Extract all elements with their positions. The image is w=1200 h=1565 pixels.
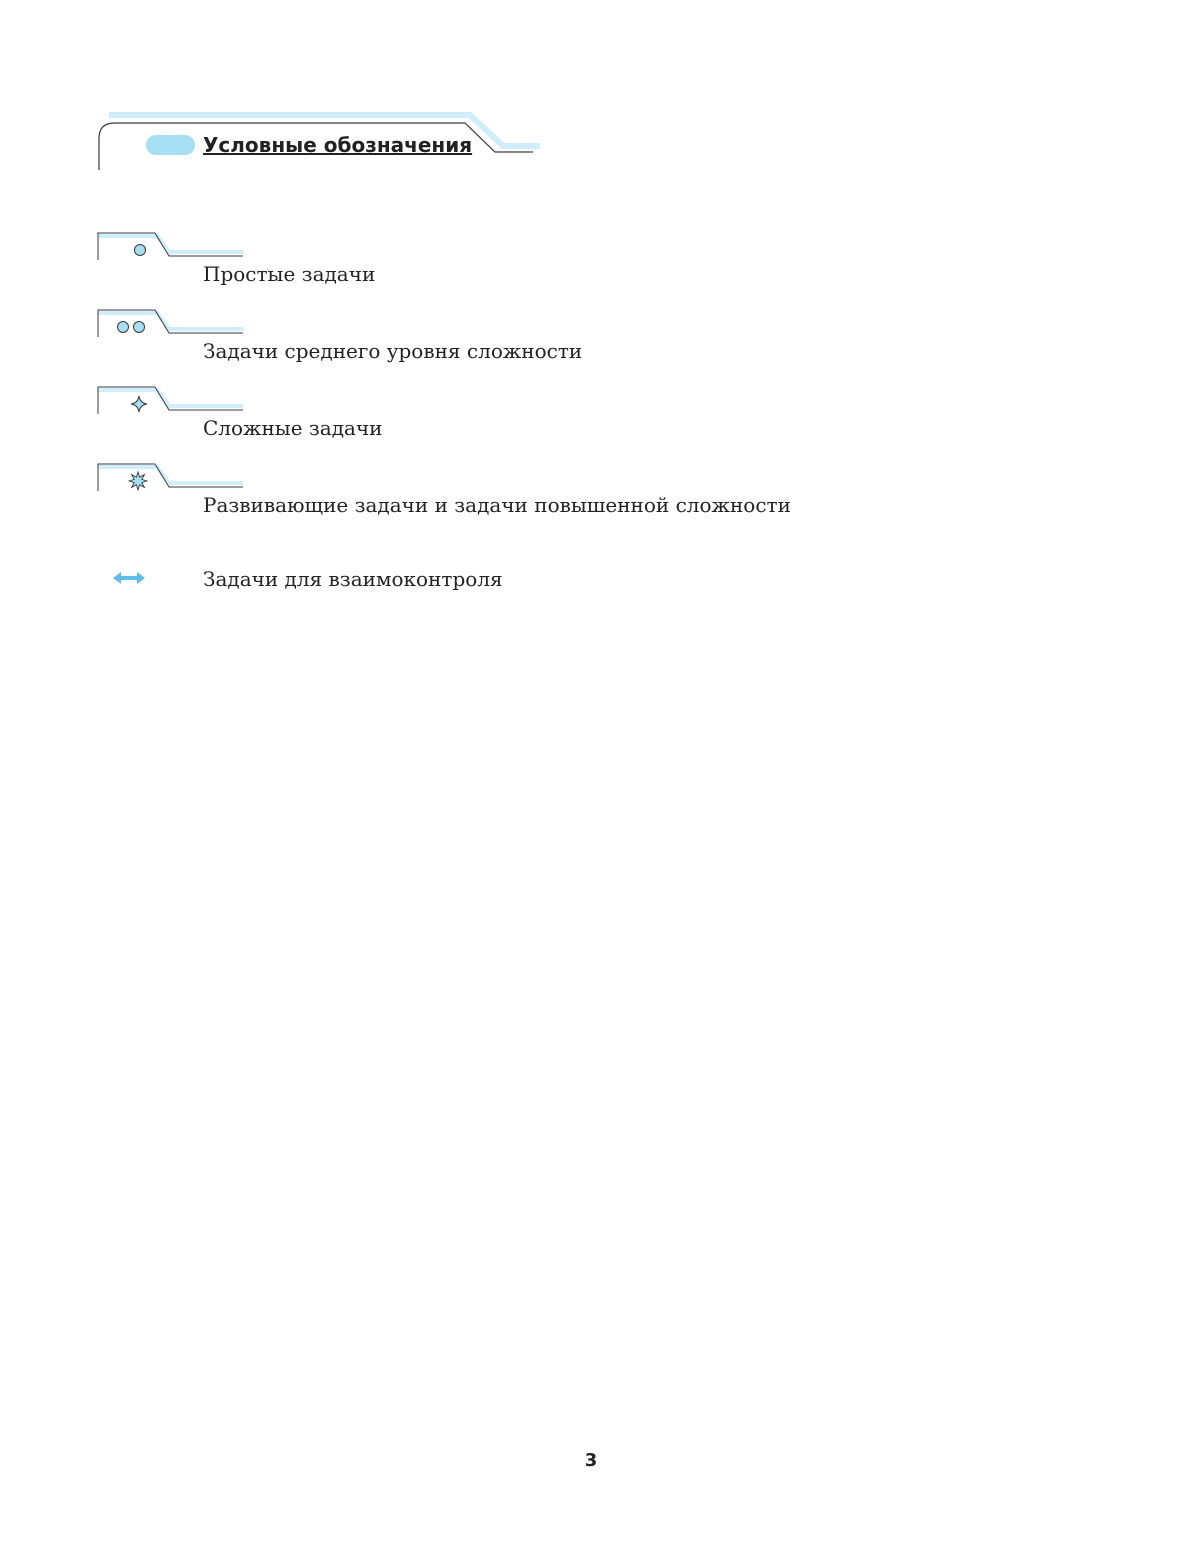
starburst-icon: [128, 471, 148, 491]
mutual-control-label: Задачи для взаимоконтроля: [203, 567, 503, 591]
legend-title: Условные обозначения: [203, 133, 473, 157]
double-arrow-icon: [112, 570, 146, 586]
level-tab-advanced: [97, 461, 247, 493]
level-tab-hard: [97, 384, 247, 416]
page-number: 3: [584, 1450, 598, 1471]
legend-item-label: Простые задачи: [203, 262, 376, 286]
legend-item-label: Сложные задачи: [203, 416, 383, 440]
legend-item-label: Задачи среднего уровня сложности: [203, 339, 583, 363]
level-tab-simple: [97, 230, 247, 262]
double-circle-icon: [116, 320, 148, 334]
single-circle-icon: [133, 243, 147, 257]
level-tab-medium: [97, 307, 247, 339]
header-accent-pill: [146, 135, 195, 155]
diamond-star-icon: [130, 395, 148, 413]
legend-item-label: Развивающие задачи и задачи повышенной сложности: [203, 493, 791, 517]
